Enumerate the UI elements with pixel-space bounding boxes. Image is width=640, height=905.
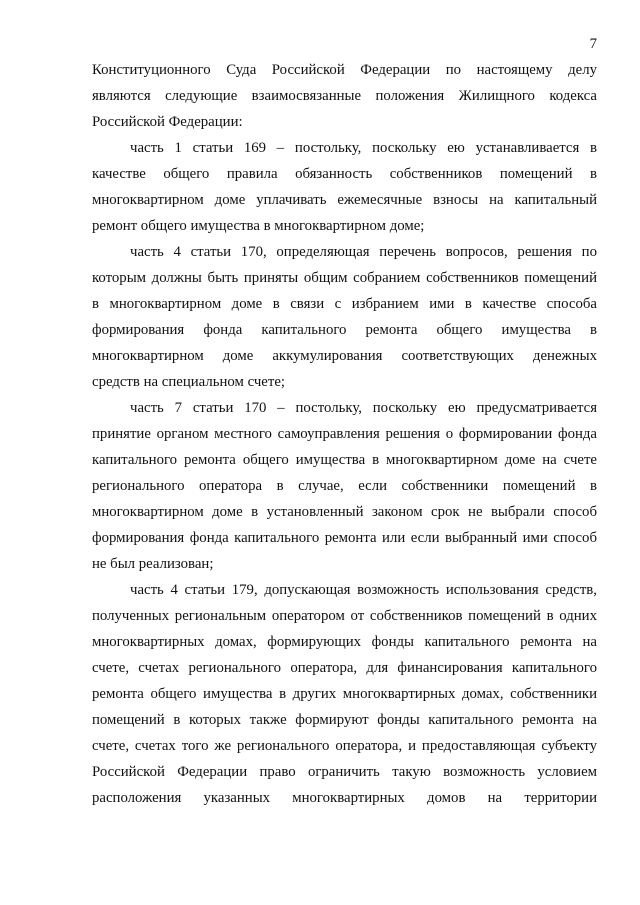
paragraph [92, 57, 597, 135]
text-line-content: средств на специальном счете; [92, 374, 286, 390]
paragraph [92, 577, 597, 811]
text-line-content: часть 1 статьи 169 – постольку, поскольку ею устанавливается в [130, 140, 597, 156]
text-line-content: капитального ремонта общего имущества в многоквартирном доме на счете [92, 452, 597, 468]
text-line-content: не был реализован; [92, 556, 214, 572]
paragraph [92, 395, 597, 577]
text-line-content: часть 4 статьи 170, определяющая перечень вопросов, решения по [130, 244, 597, 260]
text-line-content: счете, счетах регионального оператора, для финансирования капитального [92, 660, 597, 676]
text-line [92, 681, 597, 707]
text-line [92, 109, 597, 135]
text-line [92, 447, 597, 473]
text-line-content: помещений в которых также формируют фонды капитального ремонта на [92, 712, 597, 728]
text-line-content: расположения указанных многоквартирных домов на территории [92, 790, 597, 806]
text-line-content: регионального оператора в случае, если собственники помещений в [92, 478, 597, 494]
page-number: 7 [589, 36, 597, 52]
text-line [92, 629, 597, 655]
text-line [92, 785, 597, 811]
text-line-content: ремонт общего имущества в многоквартирном доме; [92, 218, 425, 234]
text-line [92, 343, 597, 369]
text-line-content: в многоквартирном доме в связи с избранием ими в качестве способа [92, 296, 597, 312]
text-line-content: многоквартирном доме в установленный законом срок не выбрали способ [92, 504, 597, 520]
text-line [92, 161, 597, 187]
text-line [92, 499, 597, 525]
text-line [92, 551, 597, 577]
text-line [92, 239, 597, 265]
text-line [92, 135, 597, 161]
text-line [92, 655, 597, 681]
text-line [92, 57, 597, 83]
text-line-content: часть 7 статьи 170 – постольку, поскольку ею предусматривается [130, 400, 597, 416]
text-line-content: часть 4 статьи 179, допускающая возможность использования средств, [130, 582, 597, 598]
text-line [92, 733, 597, 759]
text-line [92, 421, 597, 447]
text-line [92, 395, 597, 421]
body-text [92, 57, 597, 811]
text-line [92, 759, 597, 785]
text-line [92, 577, 597, 603]
text-line [92, 213, 597, 239]
text-line-content: которым должны быть приняты общим собранием собственников помещений [92, 270, 597, 286]
text-line-content: Российской Федерации право ограничить такую возможность условием [92, 764, 597, 780]
text-line [92, 265, 597, 291]
text-line [92, 83, 597, 109]
text-line [92, 291, 597, 317]
text-line-content: ремонта общего имущества в других многоквартирных домах, собственники [92, 686, 597, 702]
text-line-content: формирования фонда капитального ремонта общего имущества в [92, 322, 597, 338]
text-line [92, 473, 597, 499]
text-line-content: многоквартирном доме аккумулирования соответствующих денежных [92, 348, 597, 364]
text-line [92, 187, 597, 213]
text-line-content: многоквартирных домах, формирующих фонды капитального ремонта на [92, 634, 597, 650]
text-line [92, 603, 597, 629]
text-line [92, 317, 597, 343]
text-line-content: многоквартирном доме уплачивать ежемесячные взносы на капитальный [92, 192, 597, 208]
text-line-content: Российской Федерации: [92, 114, 243, 130]
text-line-content: принятие органом местного самоуправления решения о формировании фонда [92, 426, 597, 442]
text-line-content: формирования фонда капитального ремонта или если выбранный ими способ [92, 530, 597, 546]
paragraph [92, 239, 597, 395]
text-line [92, 707, 597, 733]
text-line-content: Конституционного Суда Российской Федерации по настоящему делу [92, 62, 597, 78]
text-line-content: полученных региональным оператором от собственников помещений в одних [92, 608, 597, 624]
text-line-content: являются следующие взаимосвязанные положения Жилищного кодекса [92, 88, 597, 104]
text-line-content: счете, счетах того же регионального оператора, и предоставляющая субъекту [92, 738, 597, 754]
text-line [92, 525, 597, 551]
text-line [92, 369, 597, 395]
paragraph [92, 135, 597, 239]
text-line-content: качестве общего правила обязанность собственников помещений в [92, 166, 597, 182]
